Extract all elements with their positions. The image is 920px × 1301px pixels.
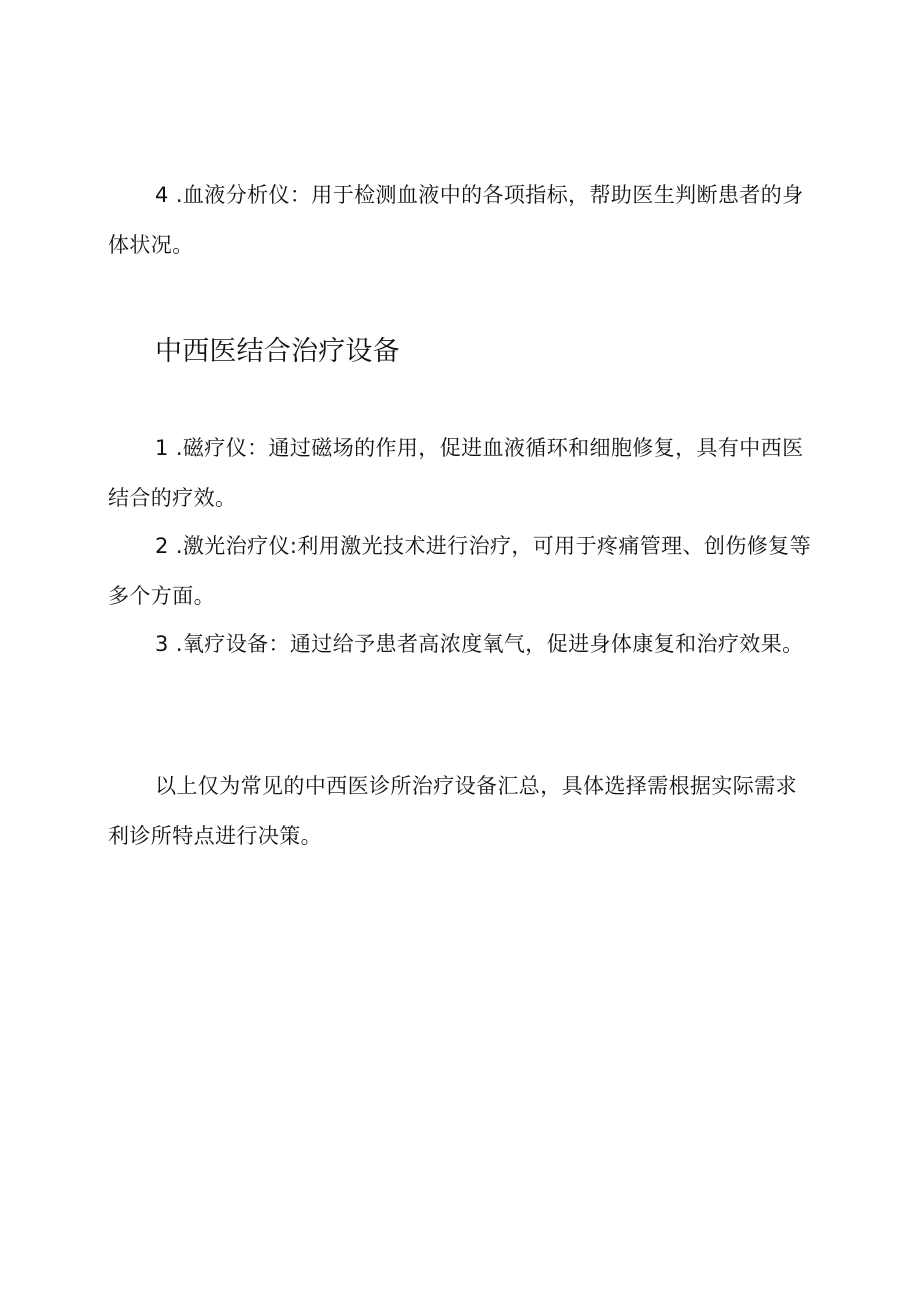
list-item-laser-therapy: 2 .激光治疗仪:利用激光技术进行治疗，可用于疼痛管理、创伤修复等多个方面。 bbox=[108, 534, 811, 608]
list-item-blood-analyzer: 4 .血液分析仪：用于检测血液中的各项指标，帮助医生判断患者的身体状况。 bbox=[108, 183, 804, 257]
section-heading: 中西医结合治疗设备 bbox=[155, 336, 400, 367]
list-item-magnetic-therapy: 1 .磁疗仪：通过磁场的作用，促进血液循环和细胞修复，具有中西医结合的疗效。 bbox=[108, 436, 804, 510]
list-item-oxygen-therapy: 3 .氧疗设备：通过给予患者高浓度氧气，促进身体康复和治疗效果。 bbox=[155, 632, 804, 656]
summary-paragraph: 以上仅为常见的中西医诊所治疗设备汇总，具体选择需根据实际需求利诊所特点进行决策。 bbox=[108, 774, 797, 848]
